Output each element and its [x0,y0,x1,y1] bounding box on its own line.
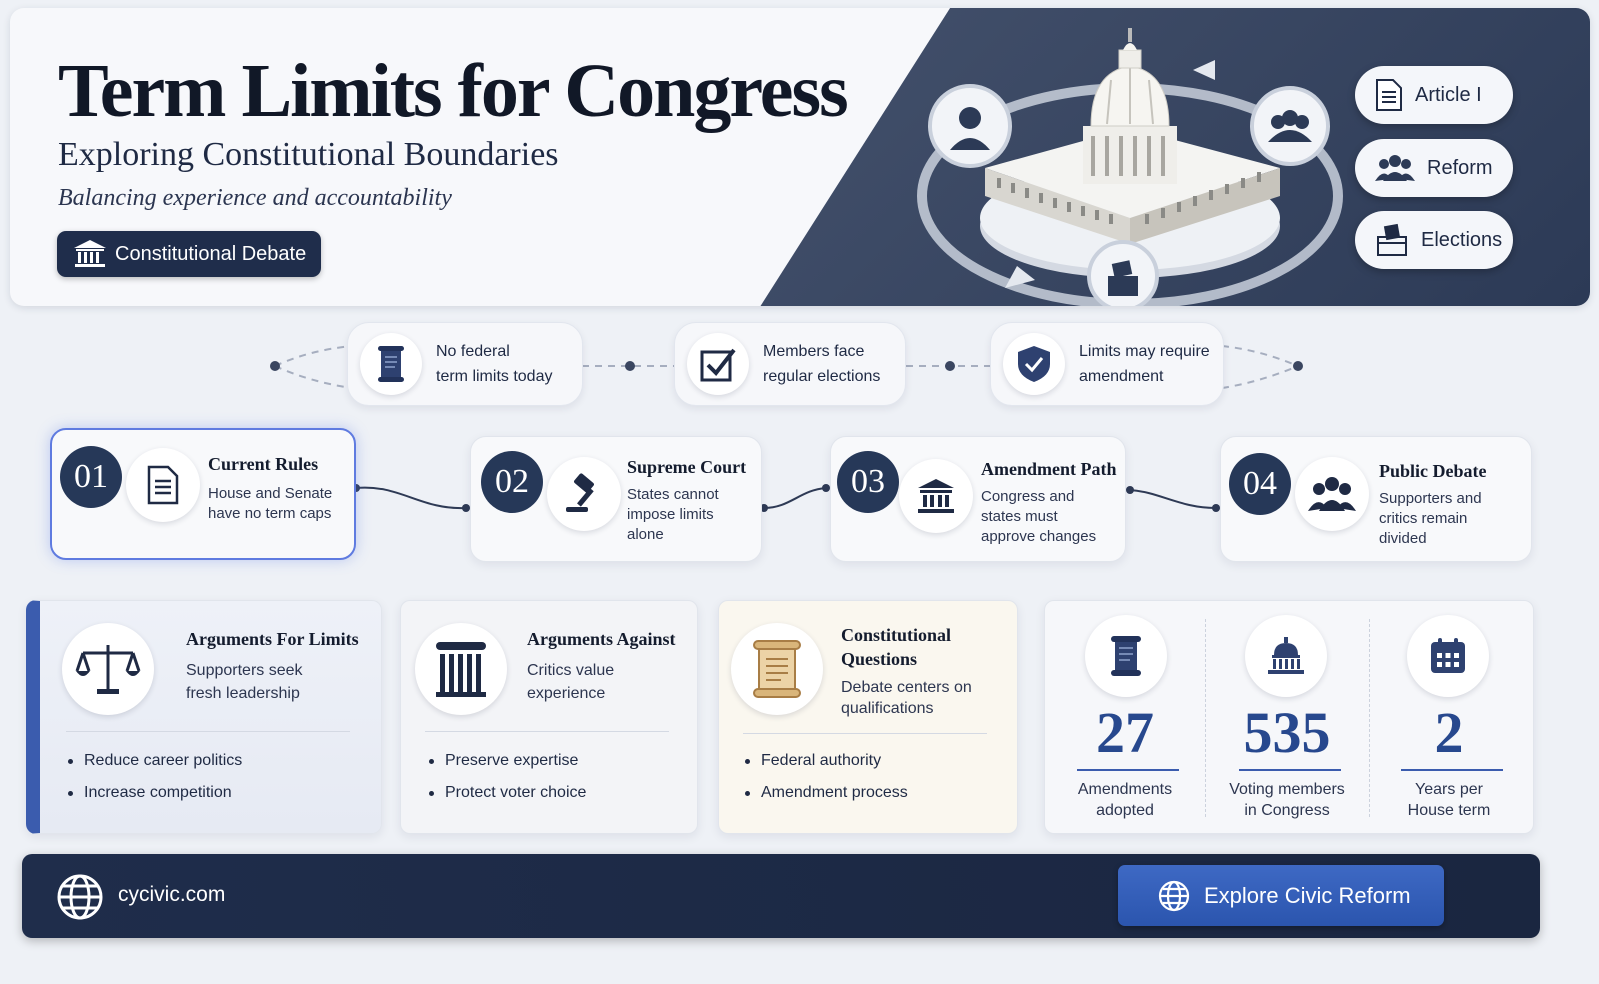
pill-label: Article I [1415,83,1482,106]
stat-value: 27 [1096,700,1154,765]
footer [22,854,1540,938]
capitol-illustration [915,18,1355,306]
step-icon-wrap [126,448,200,522]
card-arguments-against [400,600,698,834]
card-icon-wrap [731,623,823,715]
hero-banner [10,8,1590,306]
step-public-debate[interactable] [1220,436,1532,562]
cta-label: Explore Civic Reform [1204,882,1411,908]
pill-elections[interactable] [1355,211,1513,269]
list-item: Amendment process [743,777,908,809]
card-bullets [427,745,586,809]
list-item: Preserve expertise [427,745,586,777]
list-item: Federal authority [743,745,908,777]
fact-line: No federal [436,343,510,360]
list-item: Increase competition [66,777,242,809]
pill-label: Elections [1421,228,1503,251]
fact-line: amendment [1079,368,1164,385]
step-title: Public Debate [1379,461,1487,481]
step-number: 04 [1229,453,1291,515]
card-desc: Debate centers on qualifications [841,679,972,717]
constitutional-debate-badge[interactable] [57,231,321,277]
globe-icon [56,873,104,921]
stat-amendments [1045,601,1205,833]
stat-label: Voting members in Congress [1229,781,1345,819]
stat-value: 535 [1243,700,1331,765]
step-number: 02 [481,451,543,513]
step-number: 03 [837,451,899,513]
stat-icon-wrap [1407,615,1489,697]
ballot-box-icon [1375,223,1409,257]
people-icon [1375,153,1415,183]
document-icon [1375,78,1403,112]
step-number: 01 [60,446,122,508]
step-icon-wrap [547,457,621,531]
stat-label: Amendments adopted [1077,781,1173,819]
card-title: Constitutional Questions [841,625,952,669]
scroll-icon [751,639,803,699]
page-title: Term Limits for Congress [58,49,847,133]
fact-no-term-limits [347,322,583,406]
fact-line: Limits may require [1079,343,1210,360]
stat-voting-members [1207,601,1367,833]
institution-icon [73,239,107,269]
card-title: Arguments For Limits [186,629,359,649]
page-subtitle: Exploring Constitutional Boundaries [58,136,559,173]
page-tagline: Balancing experience and accountability [58,185,452,211]
shield-check-icon [1016,344,1052,384]
checkbox-icon [699,345,737,383]
calendar-icon [1428,636,1468,676]
card-icon-wrap [415,623,507,715]
step-amendment-path[interactable] [830,436,1126,562]
step-desc: States cannot impose limits alone [627,486,719,543]
scroll-icon [376,344,406,384]
step-desc: House and Senate have no term caps [208,485,333,522]
people-icon [1308,475,1356,513]
stat-house-term [1369,601,1529,833]
fact-require-amendment [990,322,1224,406]
card-constitutional-questions [718,600,1018,834]
pill-label: Reform [1427,156,1493,179]
card-desc: Critics value experience [527,662,615,702]
stats-panel [1044,600,1534,834]
card-arguments-for [26,600,382,834]
list-item: Protect voter choice [427,777,586,809]
institution-icon [916,477,956,515]
step-desc: Supporters and critics remain divided [1379,490,1482,547]
step-current-rules[interactable] [50,428,356,560]
card-icon-wrap [62,623,154,715]
stat-icon-wrap [1085,615,1167,697]
fact-line: term limits today [436,368,553,385]
globe-icon [1158,880,1190,912]
capitol-icon [1265,635,1307,677]
fact-line: Members face [763,343,865,360]
fact-line: regular elections [763,368,881,385]
card-title: Arguments Against [527,629,676,649]
gavel-icon [563,473,605,515]
document-icon [146,464,180,506]
card-desc: Supporters seek fresh leadership [186,662,303,702]
card-bullets [743,745,908,809]
stat-label: Years per House term [1407,781,1491,819]
stat-icon-wrap [1245,615,1327,697]
step-title: Current Rules [208,454,319,474]
step-title: Amendment Path [981,459,1117,479]
step-icon-wrap [899,459,973,533]
stat-value: 2 [1434,700,1464,765]
step-title: Supreme Court [627,457,747,477]
fact-icon-wrap [1003,333,1065,395]
fact-icon-wrap [360,333,422,395]
fact-regular-elections [674,322,906,406]
step-desc: Congress and states must approve changes [981,488,1097,545]
card-bullets [66,745,242,809]
step-icon-wrap [1295,457,1369,531]
site-url[interactable]: cycivic.com [118,883,226,906]
step-supreme-court[interactable] [470,436,762,562]
scales-icon [75,641,141,697]
explore-civic-reform-button[interactable] [1118,865,1444,926]
pill-article-i[interactable] [1355,66,1513,124]
scroll-icon [1109,634,1143,678]
badge-label: Constitutional Debate [115,242,307,265]
fact-icon-wrap [687,333,749,395]
pill-reform[interactable] [1355,139,1513,197]
column-icon [434,640,488,698]
list-item: Reduce career politics [66,745,242,777]
